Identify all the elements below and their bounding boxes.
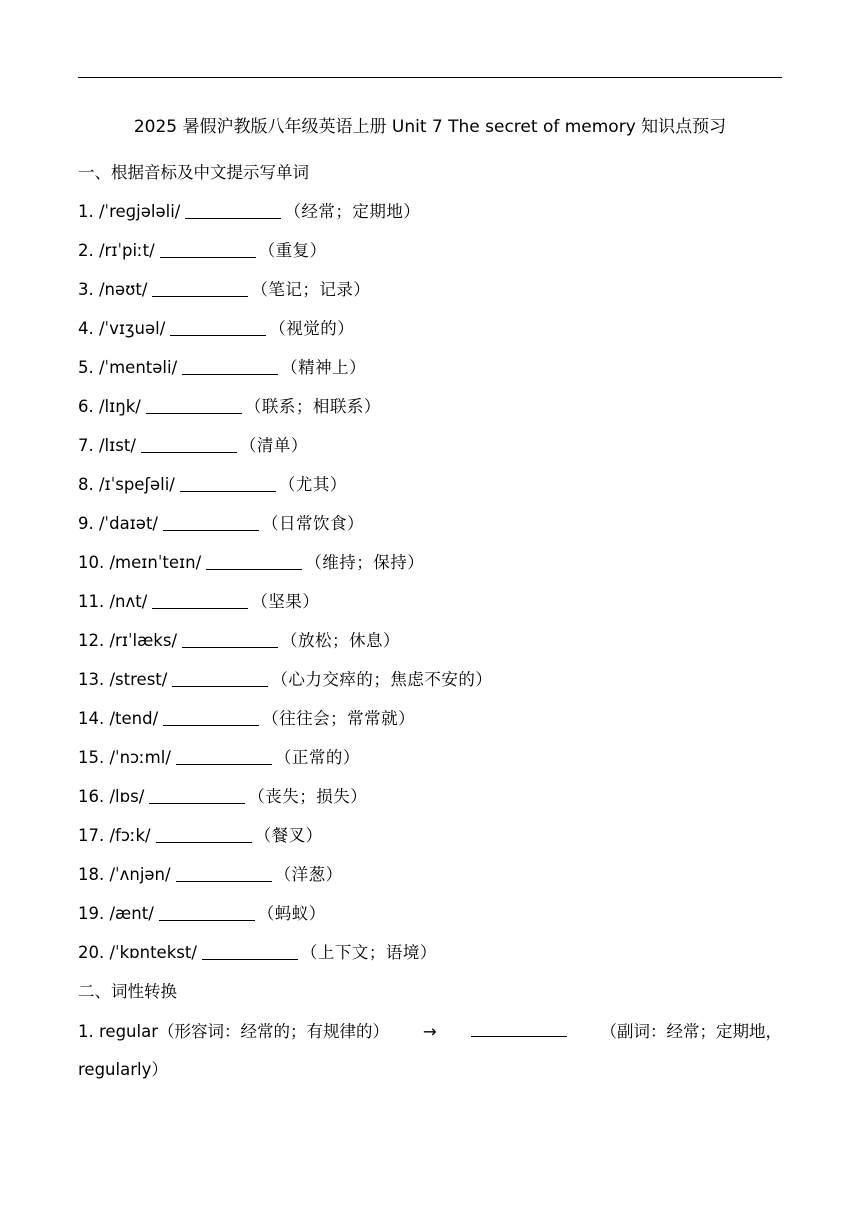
vocab-phonetic: /ˈnɔːml/ [109, 748, 171, 767]
vocab-hint: （维持；保持） [305, 553, 425, 572]
vocab-hint: （日常饮食） [262, 514, 364, 533]
answer-blank[interactable] [185, 200, 281, 219]
vocab-hint: （放松；休息） [281, 631, 401, 650]
vocab-item [78, 862, 782, 901]
vocab-item [78, 589, 782, 628]
vocab-num: 12. [78, 631, 105, 650]
vocab-phonetic: /ˈmentəli/ [99, 358, 178, 377]
answer-blank[interactable] [141, 434, 237, 453]
vocab-num: 8. [78, 475, 94, 494]
vocab-num: 13. [78, 670, 105, 689]
answer-blank[interactable] [172, 668, 268, 687]
conversion-word: regular [99, 1022, 158, 1041]
vocab-item [78, 199, 782, 238]
vocab-hint: （清单） [239, 436, 308, 455]
answer-blank[interactable] [163, 512, 259, 531]
vocab-phonetic: /ˈʌnjən/ [109, 865, 171, 884]
vocab-hint: （洋葱） [274, 865, 343, 884]
vocab-item [78, 667, 782, 706]
answer-blank[interactable] [149, 785, 245, 804]
vocab-item [78, 745, 782, 784]
vocab-phonetic: /ˈdaɪət/ [99, 514, 158, 533]
vocab-phonetic: /ˈreɡjələli/ [99, 202, 181, 221]
vocab-item [78, 628, 782, 667]
vocab-hint: （往往会；常常就） [262, 709, 416, 728]
vocab-phonetic: /ɪˈspeʃəli/ [99, 475, 175, 494]
conversion-word-hint: （形容词：经常的；有规律的） [157, 1022, 389, 1041]
vocab-hint: （联系；相联系） [244, 397, 381, 416]
vocab-item [78, 472, 782, 511]
vocab-phonetic: /fɔːk/ [109, 826, 151, 845]
vocab-phonetic: /tend/ [109, 709, 159, 728]
vocab-hint: （正常的） [274, 748, 360, 767]
vocab-num: 5. [78, 358, 94, 377]
vocab-num: 17. [78, 826, 105, 845]
vocab-item [78, 823, 782, 862]
vocab-num: 20. [78, 943, 105, 962]
vocab-num: 1. [78, 202, 94, 221]
vocab-phonetic: /nəʊt/ [99, 280, 148, 299]
conversion-source [78, 1019, 389, 1045]
answer-blank[interactable] [471, 1018, 567, 1037]
vocab-item [78, 784, 782, 823]
vocab-hint: （精神上） [281, 358, 367, 377]
vocab-hint: （蚂蚁） [257, 904, 326, 923]
vocab-hint: （丧失；损失） [248, 787, 368, 806]
document-body [78, 160, 782, 1083]
answer-blank[interactable] [180, 473, 276, 492]
answer-blank[interactable] [182, 629, 278, 648]
document-title: 2025 暑假沪教版八年级英语上册 Unit 7 The secret of memory 知识点预习 [133, 117, 727, 137]
vocab-num: 6. [78, 397, 94, 416]
answer-blank[interactable] [170, 317, 266, 336]
conversion-target-continued: regularly） [78, 1060, 168, 1079]
vocab-item [78, 238, 782, 277]
vocab-num: 3. [78, 280, 94, 299]
vocab-phonetic: /strest/ [109, 670, 168, 689]
conversion-num: 1. [78, 1022, 94, 1041]
answer-blank[interactable] [202, 941, 298, 960]
conversion-item-1 [78, 1018, 782, 1057]
vocab-phonetic: /meɪnˈteɪn/ [109, 553, 202, 572]
answer-blank[interactable] [159, 902, 255, 921]
conversion-arrow: → [422, 1022, 437, 1041]
vocab-item [78, 550, 782, 589]
vocab-item [78, 940, 782, 979]
vocab-hint: （坚果） [251, 592, 320, 611]
vocab-phonetic: /nʌt/ [109, 592, 148, 611]
conversion-target-hint: （副词：经常；定期地， [600, 1022, 782, 1041]
vocab-num: 7. [78, 436, 94, 455]
vocab-phonetic: /rɪˈlæks/ [109, 631, 178, 650]
vocab-hint: （视觉的） [269, 319, 355, 338]
vocab-hint: （重复） [258, 241, 327, 260]
vocab-hint: （餐叉） [254, 826, 323, 845]
vocab-item [78, 433, 782, 472]
vocab-num: 18. [78, 865, 105, 884]
answer-blank[interactable] [163, 707, 259, 726]
vocab-phonetic: /lɪst/ [99, 436, 136, 455]
section2-heading: 二、词性转换 [78, 982, 177, 1001]
vocab-num: 19. [78, 904, 105, 923]
vocab-num: 10. [78, 553, 105, 572]
vocab-hint: （笔记；记录） [251, 280, 371, 299]
vocab-phonetic: /ˈvɪʒuəl/ [99, 319, 166, 338]
answer-blank[interactable] [146, 395, 242, 414]
vocab-item [78, 355, 782, 394]
answer-blank[interactable] [176, 746, 272, 765]
answer-blank[interactable] [182, 356, 278, 375]
vocab-hint: （上下文；语境） [300, 943, 437, 962]
vocab-hint: （经常；定期地） [284, 202, 421, 221]
vocab-phonetic: /ænt/ [109, 904, 154, 923]
header-rule [78, 77, 782, 78]
vocab-phonetic: /rɪˈpiːt/ [99, 241, 155, 260]
vocab-num: 4. [78, 319, 94, 338]
vocab-num: 2. [78, 241, 94, 260]
answer-blank[interactable] [152, 278, 248, 297]
vocab-hint: （尤其） [278, 475, 347, 494]
vocab-hint: （心力交瘁的；焦虑不安的） [271, 670, 493, 689]
section1-heading: 一、根据音标及中文提示写单词 [78, 163, 309, 182]
answer-blank[interactable] [176, 863, 272, 882]
vocab-item [78, 706, 782, 745]
vocab-num: 9. [78, 514, 94, 533]
vocab-num: 14. [78, 709, 105, 728]
vocab-list [78, 199, 782, 979]
answer-blank[interactable] [206, 551, 302, 570]
vocab-num: 15. [78, 748, 105, 767]
vocab-num: 11. [78, 592, 105, 611]
vocab-phonetic: /lɪŋk/ [99, 397, 141, 416]
vocab-item [78, 511, 782, 550]
vocab-phonetic: /ˈkɒntekst/ [109, 943, 197, 962]
answer-blank[interactable] [152, 590, 248, 609]
vocab-num: 16. [78, 787, 105, 806]
vocab-item [78, 277, 782, 316]
vocab-item [78, 394, 782, 433]
vocab-item [78, 901, 782, 940]
answer-blank[interactable] [160, 239, 256, 258]
answer-blank[interactable] [156, 824, 252, 843]
vocab-item [78, 316, 782, 355]
vocab-phonetic: /lɒs/ [109, 787, 145, 806]
